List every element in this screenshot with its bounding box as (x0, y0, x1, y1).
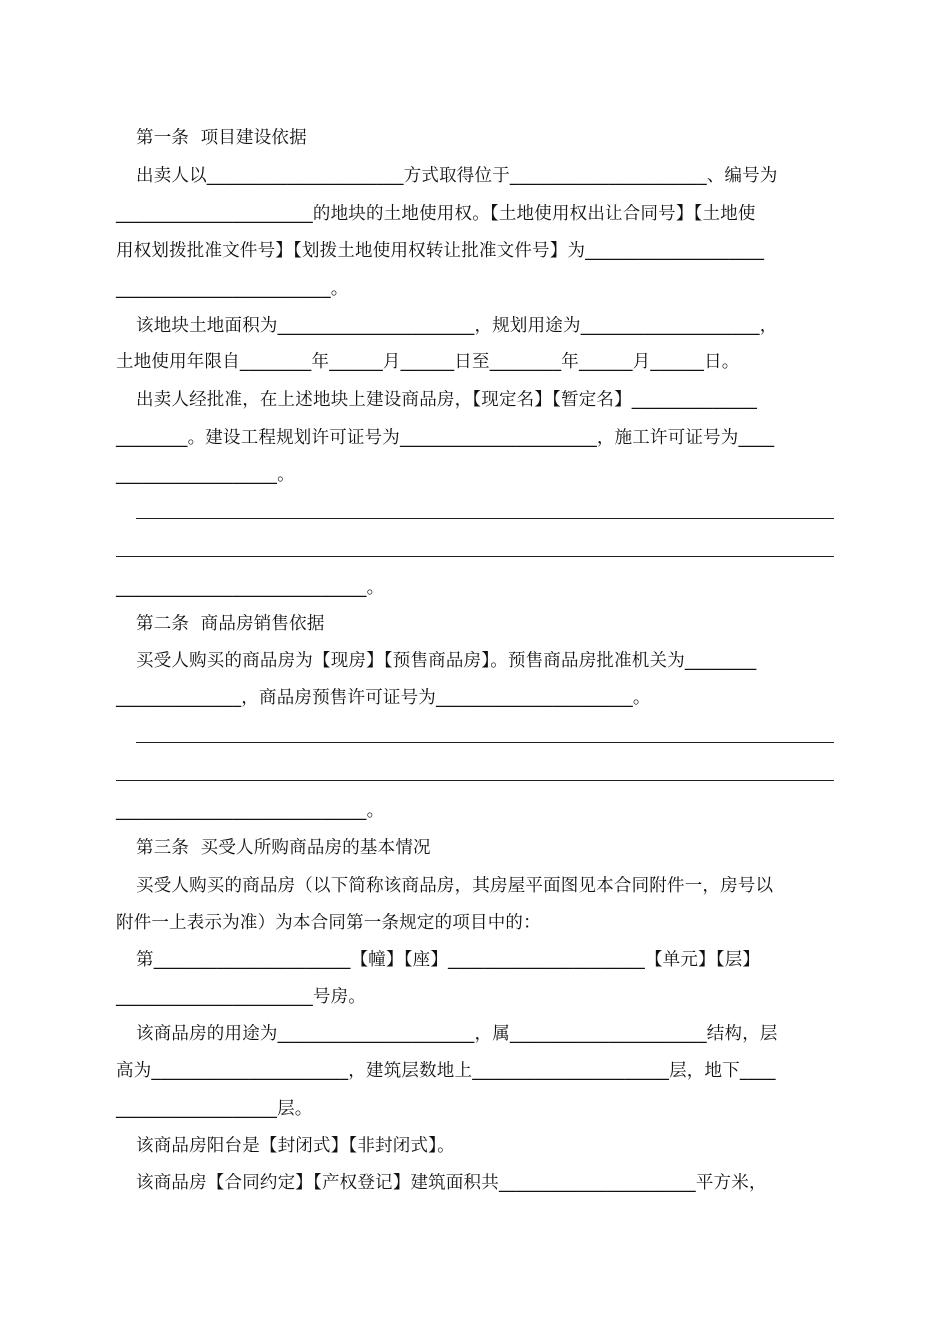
blank-line (116, 556, 834, 557)
text-line: ____________________________。 (116, 578, 385, 598)
text-line: ______________________的地块的土地使用权。【土地使用权出让合同号】【土地使 (116, 204, 756, 224)
text-line: ______________________号房。 (116, 987, 366, 1007)
text-line: 该商品房阳台是【封闭式】【非封闭式】。 (136, 1136, 455, 1156)
text-line: 出卖人以______________________方式取得位于______________________、编号为 (136, 166, 778, 186)
text-line: ________________________。 (116, 279, 349, 299)
text-line: ________。建设工程规划许可证号为______________________，施工许可证号为____ (116, 428, 775, 448)
blank-line (116, 780, 834, 781)
article-3-heading: 第三条 买受人所购商品房的基本情况 (136, 838, 431, 858)
text-line: 该商品房【合同约定】【产权登记】建筑面积共______________________平方米， (136, 1173, 767, 1193)
text-line: 第______________________【幢】【座】______________________【单元】【层】 (136, 950, 761, 970)
text-line: 该地块土地面积为______________________，规划用途为____________________， (136, 316, 778, 336)
text-line: 该商品房的用途为______________________，属______________________结构，层 (136, 1024, 778, 1044)
article-1-heading: 第一条 项目建设依据 (136, 128, 307, 148)
text-line: __________________层。 (116, 1099, 313, 1119)
text-line: 高为______________________，建筑层数地上______________________层，地下____ (116, 1061, 776, 1081)
text-line: 买受人购买的商品房为【现房】【预售商品房】。预售商品房批准机关为________ (136, 651, 757, 671)
text-line: 用权划拨批准文件号】【划拨土地使用权转让批准文件号】为____________________ (116, 241, 765, 261)
article-2-heading: 第二条 商品房销售依据 (136, 614, 325, 634)
text-line: ______________，商品房预售许可证号为______________________。 (116, 688, 651, 708)
text-line: 附件一上表示为准）为本合同第一条规定的项目中的： (116, 913, 541, 933)
text-line: ____________________________。 (116, 801, 385, 821)
text-line: 买受人购买的商品房（以下简称该商品房，其房屋平面图见本合同附件一，房号以 (136, 876, 774, 896)
blank-line (136, 742, 834, 743)
text-line: 出卖人经批准，在上述地块上建设商品房，【现定名】【暂定名】______________ (136, 390, 758, 410)
text-line: __________________。 (116, 465, 295, 485)
blank-line (136, 518, 834, 519)
text-line: 土地使用年限自________年______月______日至________年______月______日。 (116, 352, 740, 372)
